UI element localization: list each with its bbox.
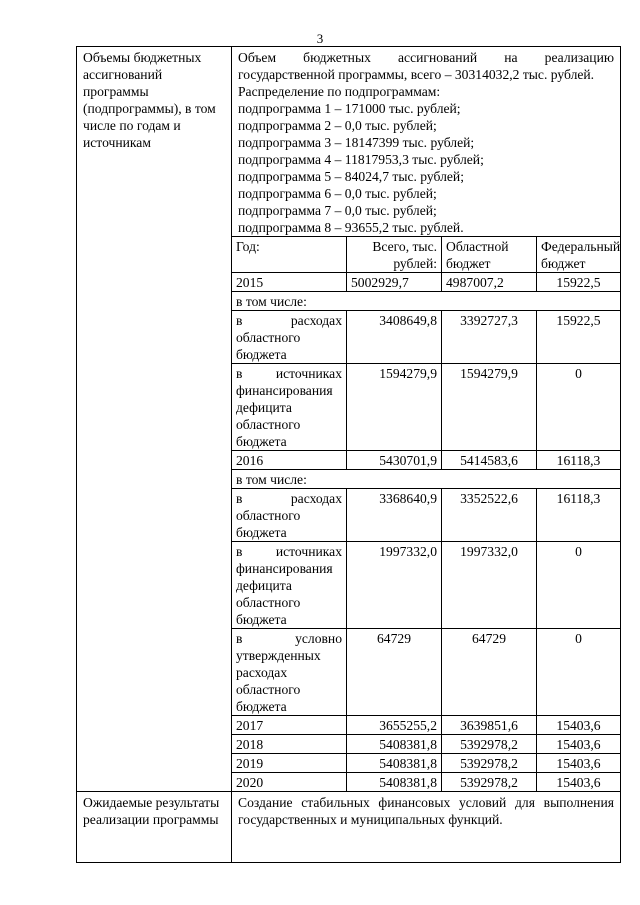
- total-cell: 3368640,9: [347, 489, 442, 542]
- subprogram-item: подпрограмма 1 – 171000 тыс. рублей;: [238, 101, 461, 116]
- regional-cell: 3392727,3: [442, 311, 537, 364]
- header-year: Год:: [232, 237, 347, 273]
- regional-cell: 3639851,6: [442, 716, 537, 735]
- table-row: [232, 489, 620, 542]
- subprogram-list: [238, 100, 614, 236]
- federal-cell: 16118,3: [537, 489, 621, 542]
- including-cell: в том числе:: [232, 292, 620, 311]
- header-total: Всего, тыс. рублей:: [347, 237, 442, 273]
- passport-table: [76, 46, 621, 863]
- item-label: в расходах областного бюджета: [232, 489, 347, 542]
- table-row: [232, 311, 620, 364]
- regional-cell: 1997332,0: [442, 542, 537, 629]
- total-cell: 64729: [347, 629, 442, 716]
- regional-cell: 5392978,2: [442, 773, 537, 792]
- total-cell: 1594279,9: [347, 364, 442, 451]
- federal-cell: 0: [537, 629, 621, 716]
- item-label: в источниках финансирования дефицита областного бюджета: [232, 542, 347, 629]
- table-row: [232, 273, 620, 292]
- total-cell: 5408381,8: [347, 735, 442, 754]
- subprogram-item: подпрограмма 8 – 93655,2 тыс. рублей.: [238, 220, 464, 235]
- total-cell: 3408649,8: [347, 311, 442, 364]
- table-row: [232, 629, 620, 716]
- budget-intro: Объем бюджетных ассигнований на реализацию государственной программы, всего – 30314032,2 тыс. рублей.: [238, 50, 614, 82]
- federal-cell: 16118,3: [537, 451, 621, 470]
- page-number: 3: [316, 31, 324, 46]
- table-row: [232, 470, 620, 489]
- budget-row: [77, 47, 621, 237]
- table-header-row: [232, 237, 620, 273]
- total-cell: 5002929,7: [347, 273, 442, 292]
- subprogram-item: подпрограмма 7 – 0,0 тыс. рублей;: [238, 203, 437, 218]
- table-row: [232, 364, 620, 451]
- year-cell: 2016: [232, 451, 347, 470]
- federal-cell: 15403,6: [537, 754, 621, 773]
- year-cell: 2019: [232, 754, 347, 773]
- header-federal: Федеральный бюджет: [537, 237, 621, 273]
- federal-cell: 15403,6: [537, 735, 621, 754]
- total-cell: 3655255,2: [347, 716, 442, 735]
- table-row: [232, 542, 620, 629]
- table-row: [232, 773, 620, 792]
- including-cell: в том числе:: [232, 470, 620, 489]
- results-label: Ожидаемые результаты реализации программы: [77, 792, 232, 863]
- regional-cell: 4987007,2: [442, 273, 537, 292]
- year-cell: 2015: [232, 273, 347, 292]
- federal-cell: 0: [537, 542, 621, 629]
- year-cell: 2018: [232, 735, 347, 754]
- regional-cell: 3352522,6: [442, 489, 537, 542]
- regional-cell: 64729: [442, 629, 537, 716]
- results-row: [77, 792, 621, 863]
- total-cell: 1997332,0: [347, 542, 442, 629]
- item-label: в расходах областного бюджета: [232, 311, 347, 364]
- federal-cell: 0: [537, 364, 621, 451]
- table-row: [232, 735, 620, 754]
- federal-cell: 15403,6: [537, 773, 621, 792]
- distribution-title: Распределение по подпрограммам:: [238, 84, 441, 99]
- year-cell: 2017: [232, 716, 347, 735]
- budget-breakdown-table: [232, 237, 620, 791]
- subprogram-item: подпрограмма 3 – 18147399 тыс. рублей;: [238, 135, 475, 150]
- total-cell: 5430701,9: [347, 451, 442, 470]
- total-cell: 5408381,8: [347, 773, 442, 792]
- year-cell: 2020: [232, 773, 347, 792]
- regional-cell: 5414583,6: [442, 451, 537, 470]
- regional-cell: 1594279,9: [442, 364, 537, 451]
- subprogram-item: подпрограмма 6 – 0,0 тыс. рублей;: [238, 186, 437, 201]
- subprogram-item: подпрограмма 5 – 84024,7 тыс. рублей;: [238, 169, 464, 184]
- regional-cell: 5392978,2: [442, 735, 537, 754]
- table-row: [232, 292, 620, 311]
- federal-cell: 15403,6: [537, 716, 621, 735]
- federal-cell: 15922,5: [537, 273, 621, 292]
- table-row: [232, 451, 620, 470]
- regional-cell: 5392978,2: [442, 754, 537, 773]
- budget-label: Объемы бюджетных ассигнований программы (подпрограммы), в том числе по годам и источникам: [77, 47, 232, 792]
- subprogram-item: подпрограмма 4 – 11817953,3 тыс. рублей;: [238, 152, 484, 167]
- item-label: в источниках финансирования дефицита областного бюджета: [232, 364, 347, 451]
- results-text: Создание стабильных финансовых условий для выполнения государственных и муниципальных функций.: [232, 792, 621, 863]
- table-row: [232, 716, 620, 735]
- federal-cell: 15922,5: [537, 311, 621, 364]
- budget-breakdown: [232, 237, 621, 792]
- total-cell: 5408381,8: [347, 754, 442, 773]
- item-label: в условно утвержденных расходах областного бюджета: [232, 629, 347, 716]
- header-regional: Областной бюджет: [442, 237, 537, 273]
- subprogram-item: подпрограмма 2 – 0,0 тыс. рублей;: [238, 118, 437, 133]
- table-row: [232, 754, 620, 773]
- budget-summary: [232, 47, 621, 237]
